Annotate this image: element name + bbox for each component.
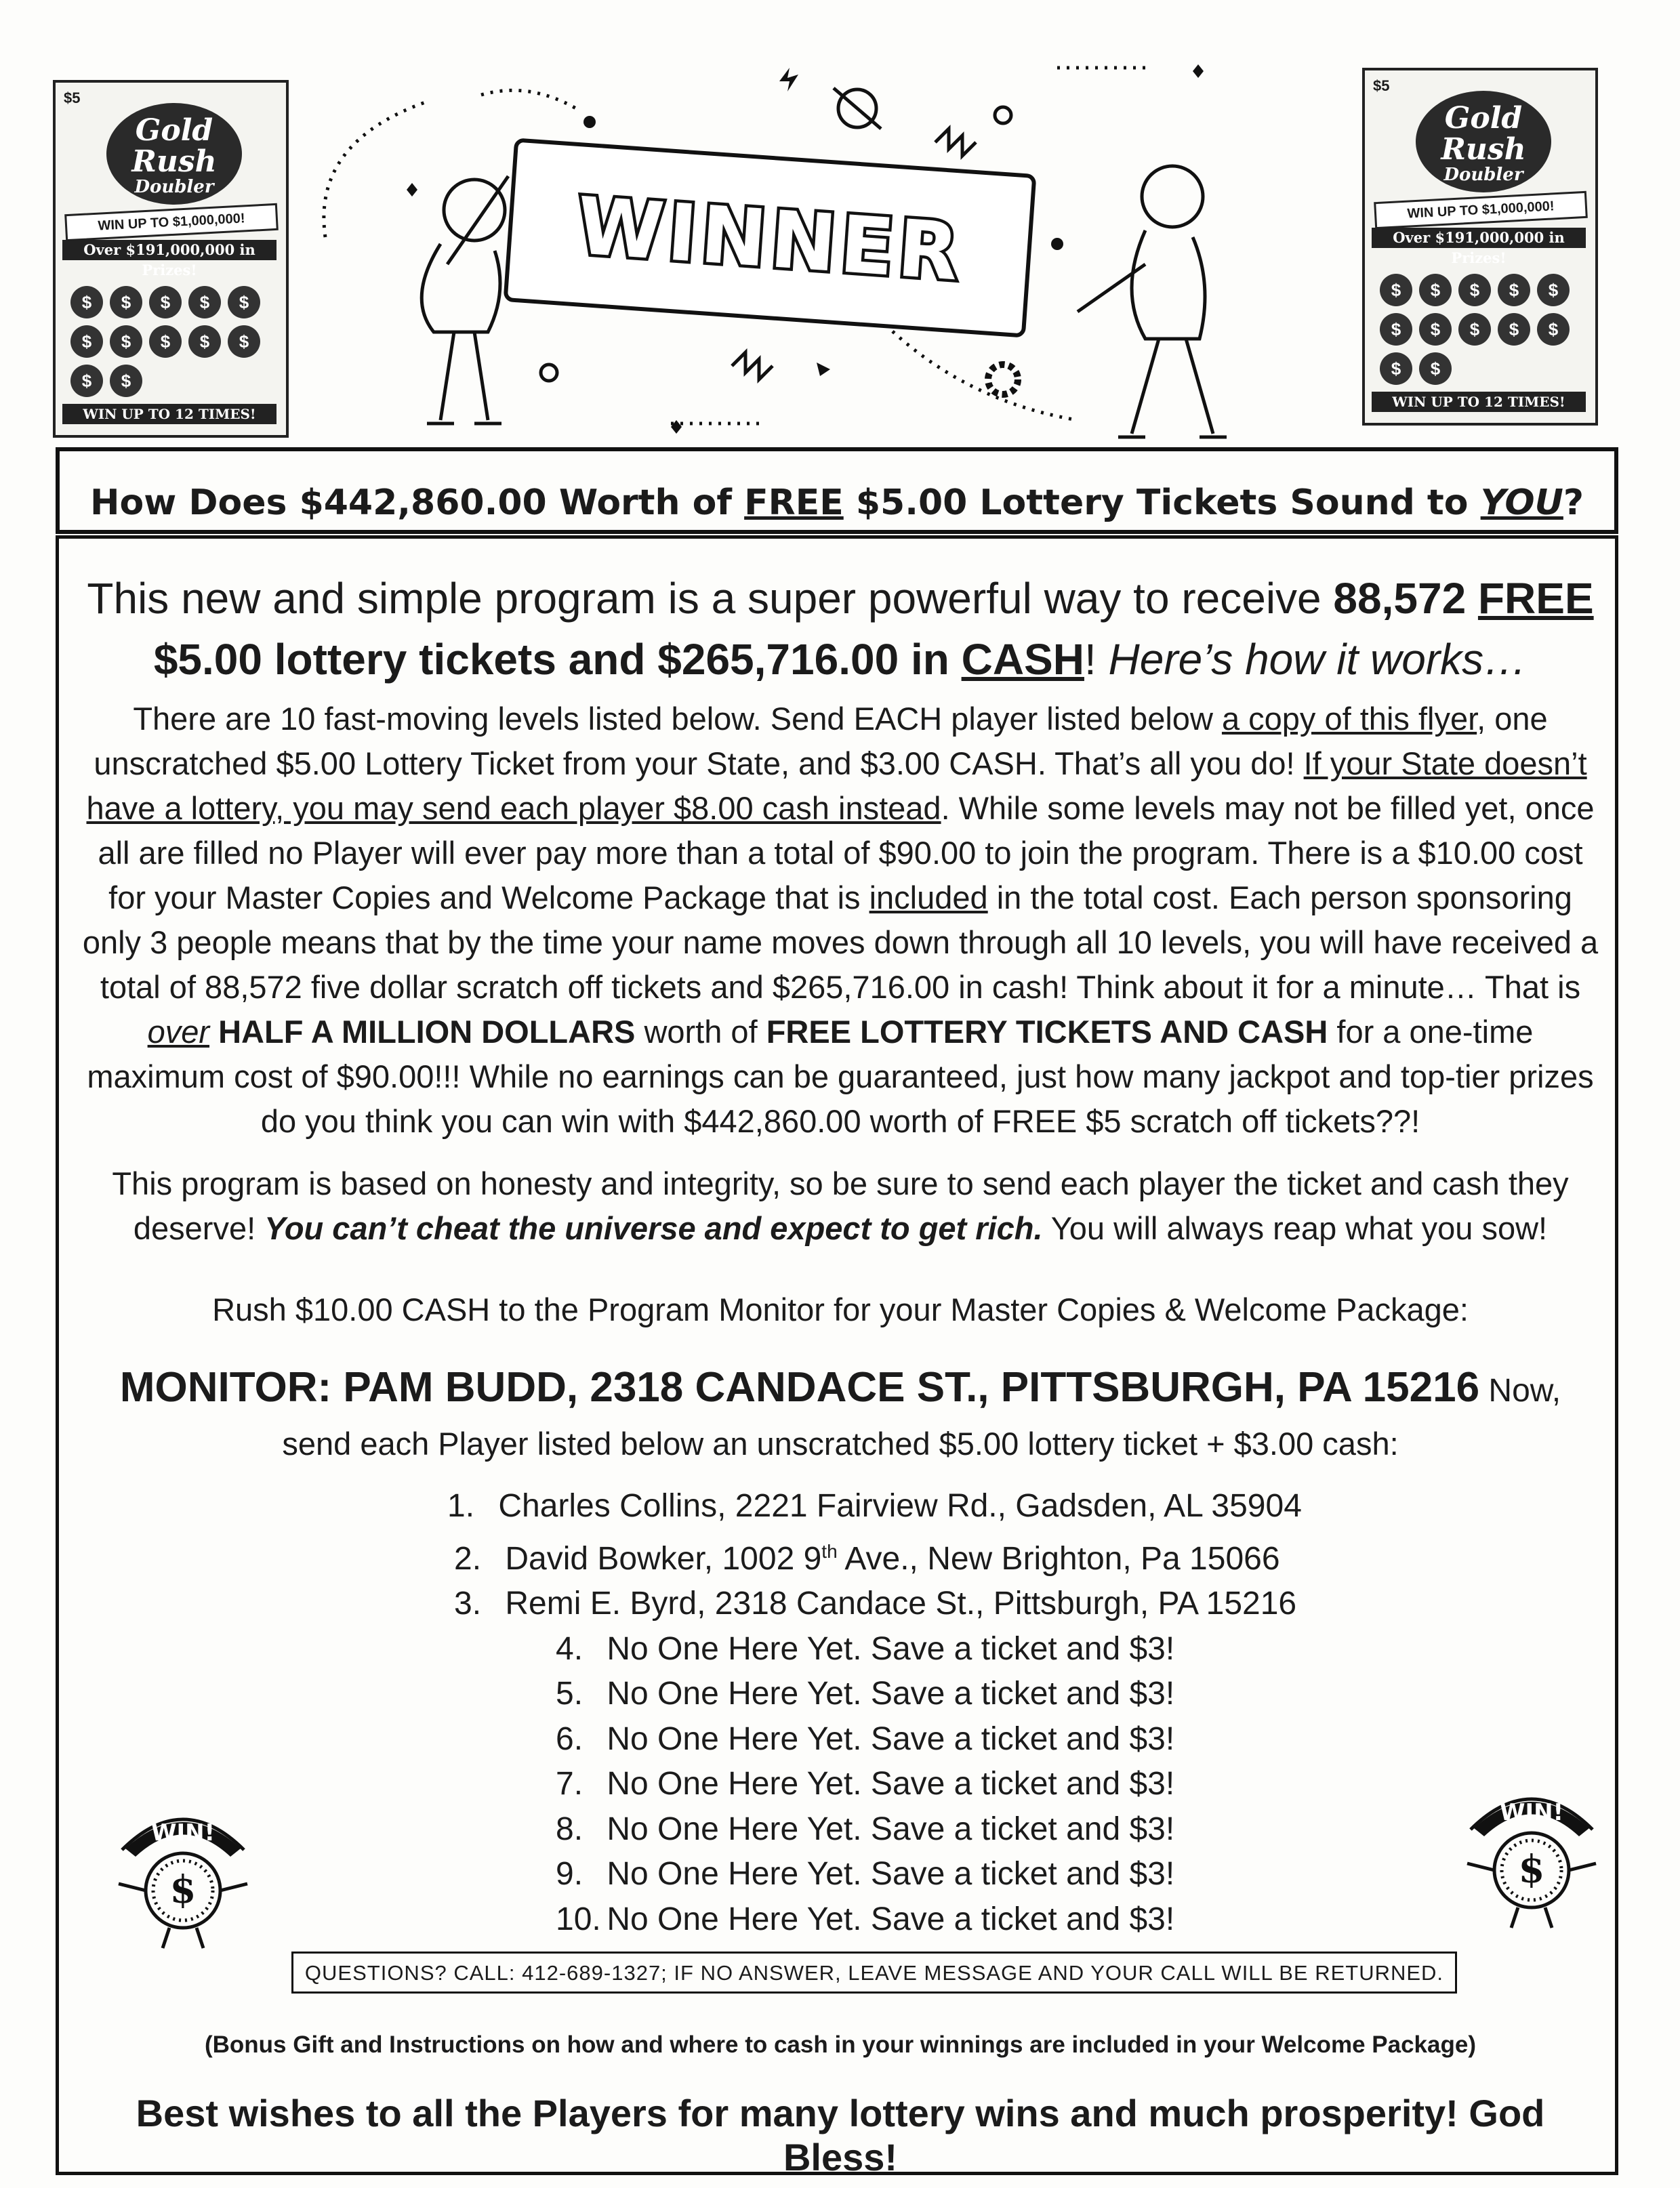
gold-rush-logo <box>106 103 242 205</box>
logo-line2: Rush <box>1441 132 1526 167</box>
coin-icon: $ <box>149 325 182 358</box>
player-row <box>447 1484 1396 1529</box>
winner-banner-illustration <box>305 41 1308 447</box>
coin-icon: $ <box>149 286 182 318</box>
ticket-price: $5 <box>64 89 81 106</box>
intro-text <box>81 568 1599 690</box>
headline-you: YOU <box>1480 482 1563 523</box>
headline-part1: How Does $442,860.00 Worth of <box>89 482 745 523</box>
coin-icon: $ <box>1458 274 1491 306</box>
player-number: 9. <box>556 1856 583 1892</box>
intro-count: 88,572 <box>1333 574 1467 623</box>
coin-icon: $ <box>228 325 260 358</box>
player-row <box>447 1852 1396 1897</box>
monitor-label: MONITOR: PAM BUDD, 2318 CANDACE ST., PITTSBURGH, PA 15216 <box>119 1364 1480 1411</box>
winner-text: WINNER <box>573 180 966 299</box>
player-row <box>447 1582 1396 1627</box>
p1-b2: FREE LOTTERY TICKETS AND CASH <box>766 1014 1328 1050</box>
coin-icon: $ <box>1419 313 1452 346</box>
player-row <box>447 1762 1396 1807</box>
player-text: Ave., New Brighton, Pa 15066 <box>837 1540 1280 1577</box>
player-text: No One Here Yet. Save a ticket and $3! <box>607 1630 1175 1667</box>
coin-icon: $ <box>70 286 103 318</box>
closing-message: Best wishes to all the Players for many lottery wins and much prosperity! God Bless! <box>136 2092 1545 2179</box>
intro-line2: $5.00 lottery tickets and $265,716.00 in <box>153 635 962 684</box>
p1-b1: HALF A MILLION DOLLARS <box>218 1014 636 1050</box>
player-number: 5. <box>556 1676 583 1712</box>
p1-s1: There are 10 fast-moving levels listed below. Send EACH player listed below <box>133 701 1222 737</box>
coin-icon: $ <box>1498 313 1530 346</box>
ticket-footer: WIN UP TO 12 TIMES! <box>1372 392 1586 412</box>
p1-u1: a copy of this flyer <box>1221 701 1477 737</box>
player-row <box>447 1672 1396 1717</box>
p1-s2: , one unscratched $5.00 Lottery Ticket from your State, and $3.00 CASH. That’s all you do! <box>94 701 1548 781</box>
ticket-prizes: Over $191,000,000 in Prizes! <box>62 240 276 260</box>
ticket-ribbon: WIN UP TO $1,000,000! <box>1374 191 1588 229</box>
player-text: David Bowker, 1002 9 <box>505 1540 822 1577</box>
player-text: Remi E. Byrd, 2318 Candace St., Pittsburgh, PA 15216 <box>505 1586 1297 1622</box>
coin-icon: $ <box>1380 352 1412 385</box>
player-text: No One Here Yet. Save a ticket and $3! <box>607 1901 1175 1937</box>
p2-s2: You will always reap what you sow! <box>1042 1210 1548 1246</box>
logo-line2: Rush <box>131 144 217 179</box>
win-badge: WIN! <box>150 1819 216 1846</box>
coin-icon: $ <box>1419 274 1452 306</box>
win-badge: WIN! <box>1499 1799 1564 1826</box>
p1-u3: included <box>869 880 988 915</box>
lottery-ticket-right <box>1362 68 1598 426</box>
coin-mascot-icon <box>1457 1769 1606 1931</box>
ticket-price: $5 <box>1373 77 1390 94</box>
win-coin-mascot-left <box>108 1789 258 1952</box>
player-number: 10. <box>556 1901 601 1937</box>
player-row <box>447 1807 1396 1853</box>
coin-icon: $ <box>70 325 103 358</box>
player-number: 2. <box>454 1540 482 1577</box>
players-list <box>447 1484 1396 1942</box>
logo-line1: Gold <box>1444 101 1523 136</box>
program-description <box>81 697 1599 1144</box>
coin-icon: $ <box>1380 274 1412 306</box>
ticket-coin-grid <box>70 286 274 397</box>
coin-icon: $ <box>1419 352 1452 385</box>
headline-box <box>56 447 1618 534</box>
ticket-prizes: Over $191,000,000 in Prizes! <box>1372 228 1586 248</box>
player-text: No One Here Yet. Save a ticket and $3! <box>607 1676 1175 1712</box>
player-number: 7. <box>556 1766 583 1802</box>
p2-s1: This program is based on honesty and integrity, so be sure to send each player the ticket and cash they deserve! <box>112 1165 1569 1246</box>
p1-u2: If your State doesn’t have a lottery, you may send each player $8.00 cash instead <box>86 745 1587 826</box>
logo-line1: Gold <box>135 113 213 148</box>
coin-icon: $ <box>188 325 221 358</box>
coin-icon: $ <box>1537 274 1570 306</box>
ticket-ribbon: WIN UP TO $1,000,000! <box>64 203 279 241</box>
coin-icon: $ <box>188 286 221 318</box>
player-text-sup: th <box>821 1540 838 1562</box>
player-text: Charles Collins, 2221 Fairview Rd., Gadsden, AL 35904 <box>498 1488 1302 1524</box>
coin-icon: $ <box>1537 313 1570 346</box>
intro-lead: This new and simple program is a super powerful way to receive <box>87 574 1334 623</box>
player-text: No One Here Yet. Save a ticket and $3! <box>607 1856 1175 1892</box>
ticket-coin-grid <box>1380 274 1583 385</box>
p1-s5: worth of <box>635 1014 766 1050</box>
ticket-footer: WIN UP TO 12 TIMES! <box>62 404 276 424</box>
bonus-note: (Bonus Gift and Instructions on how and where to cash in your winnings are included in your Welcome Package) <box>204 2031 1476 2058</box>
headline-part2: $5.00 Lottery Tickets Sound to <box>843 482 1481 523</box>
questions-contact-box: QUESTIONS? CALL: 412-689-1327; IF NO ANSWER, LEAVE MESSAGE AND YOUR CALL WILL BE RETURNED. <box>291 1952 1457 1994</box>
logo-line3: Doubler <box>134 177 214 197</box>
coin-icon: $ <box>70 365 103 397</box>
player-number: 6. <box>556 1720 583 1757</box>
intro-cash: CASH <box>961 635 1084 684</box>
player-text: No One Here Yet. Save a ticket and $3! <box>607 1766 1175 1802</box>
coin-icon: $ <box>1380 313 1412 346</box>
player-number: 1. <box>447 1488 475 1524</box>
p2-bold-italic: You can’t cheat the universe and expect to get rich. <box>264 1210 1043 1246</box>
intro-free: FREE <box>1477 574 1594 623</box>
headline-end: ? <box>1563 482 1584 523</box>
player-row <box>447 1717 1396 1762</box>
coin-icon: $ <box>1458 313 1491 346</box>
dollar-sign: $ <box>169 1867 197 1912</box>
rush-instructions: Rush $10.00 CASH to the Program Monitor for your Master Copies & Welcome Package: <box>212 1292 1469 1327</box>
player-row <box>447 1627 1396 1672</box>
p1-s4: in the total cost. Each person sponsoring only 3 people means that by the time your name moves down through all 10 levels, you will have received a total of 88,572 five dollar scratch off tickets and $265,716.00 in cash! Think about it for a minute… That is <box>82 880 1599 1005</box>
coin-icon: $ <box>110 286 142 318</box>
player-number: 8. <box>556 1811 583 1847</box>
coin-icon: $ <box>110 365 142 397</box>
monitor-now: Now, <box>1479 1373 1561 1409</box>
player-number: 4. <box>556 1630 583 1667</box>
honesty-paragraph <box>81 1161 1599 1251</box>
coin-icon: $ <box>1498 274 1530 306</box>
player-number: 3. <box>454 1586 482 1622</box>
player-text: No One Here Yet. Save a ticket and $3! <box>607 1811 1175 1847</box>
lottery-ticket-left <box>53 80 289 438</box>
dollar-sign: $ <box>1518 1847 1545 1892</box>
p1-u4: over <box>147 1014 210 1050</box>
player-row <box>447 1897 1396 1943</box>
p1-s3: . While some levels may not be filled yet, once all are filled no Player will ever pay more than a total of $90.00 to join the program. There is a $10.00 cost for your Master Copies and Welcome Package that is <box>98 790 1595 915</box>
monitor-address <box>81 1363 1599 1411</box>
send-instructions: send each Player listed below an unscratched $5.00 lottery ticket + $3.00 cash: <box>282 1426 1399 1462</box>
player-row <box>447 1529 1396 1582</box>
win-coin-mascot-right <box>1457 1769 1606 1931</box>
gold-rush-logo <box>1416 91 1551 192</box>
coin-icon: $ <box>228 286 260 318</box>
coin-icon: $ <box>110 325 142 358</box>
headline-free: FREE <box>744 482 844 523</box>
p1-s6: for a one-time maximum cost of $90.00!!! While no earnings can be guaranteed, just how many jackpot and top-tier prizes do you think you can win with $442,860.00 worth of FREE $5 scratch off tickets??! <box>87 1014 1594 1139</box>
intro-excl: ! <box>1084 635 1097 684</box>
intro-tail: Here’s how it works… <box>1096 635 1528 684</box>
logo-line3: Doubler <box>1443 165 1523 185</box>
player-text: No One Here Yet. Save a ticket and $3! <box>607 1720 1175 1757</box>
coin-mascot-icon <box>108 1789 258 1952</box>
